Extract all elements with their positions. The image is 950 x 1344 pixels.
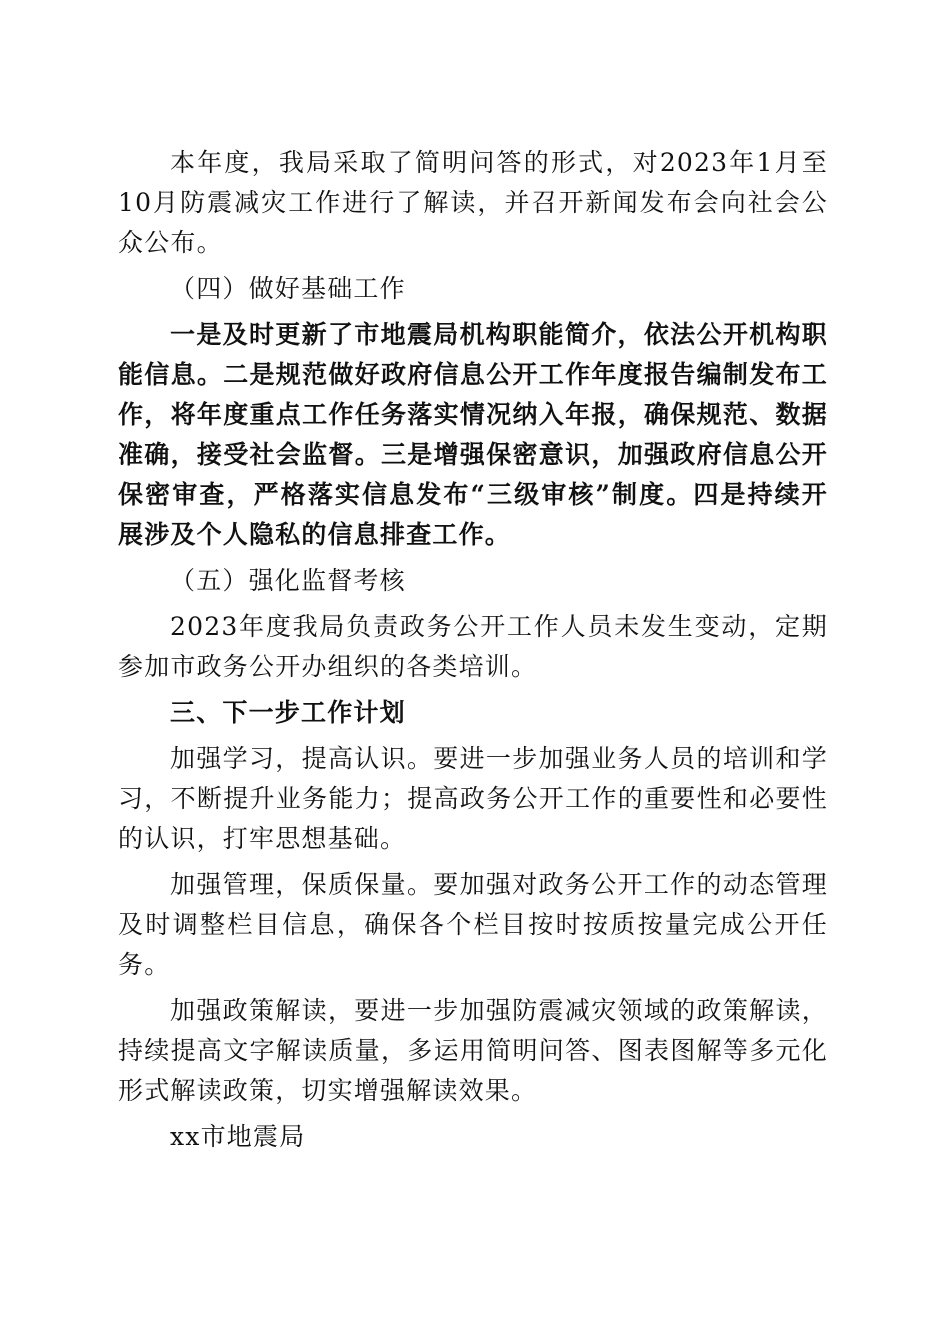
subheading-basic-work: （四）做好基础工作 [170,274,406,303]
paragraph-policy-interpretation: 本年度，我局采取了简明问答的形式，对2023年1月至10月防震减灾工作进行了解读，并召开新闻发布会向社会公众公布。 [118,148,828,257]
section-heading-next-plan: 三、下一步工作计划 [170,698,406,727]
paragraph-supervision: 2023年度我局负责政务公开工作人员未发生变动，定期参加市政务公开办组织的各类培训。 [118,612,828,681]
document-body [118,143,828,1157]
signature-org: xx市地震局 [170,1122,306,1151]
paragraph-management: 加强管理，保质保量。要加强对政务公开工作的动态管理及时调整栏目信息，确保各个栏目按时按质按量完成公开任务。 [118,870,828,979]
paragraph-study: 加强学习，提高认识。要进一步加强业务人员的培训和学习，不断提升业务能力；提高政务公开工作的重要性和必要性的认识，打牢思想基础。 [118,744,828,853]
paragraph-basic-work: 一是及时更新了市地震局机构职能简介，依法公开机构职能信息。二是规范做好政府信息公开工作年度报告编制发布工作，将年度重点工作任务落实情况纳入年报，确保规范、数据准确，接受社会监督。三是增强保密意识，加强政府信息公开保密审查，严格落实信息发布“三级审核”制度。四是持续开展涉及个人隐私的信息排查工作。 [118,320,828,549]
paragraph-interpretation: 加强政策解读，要进一步加强防震减灾领域的政策解读，持续提高文字解读质量，多运用简明问答、图表图解等多元化形式解读政策，切实增强解读效果。 [118,996,828,1105]
subheading-supervision: （五）强化监督考核 [170,566,406,595]
